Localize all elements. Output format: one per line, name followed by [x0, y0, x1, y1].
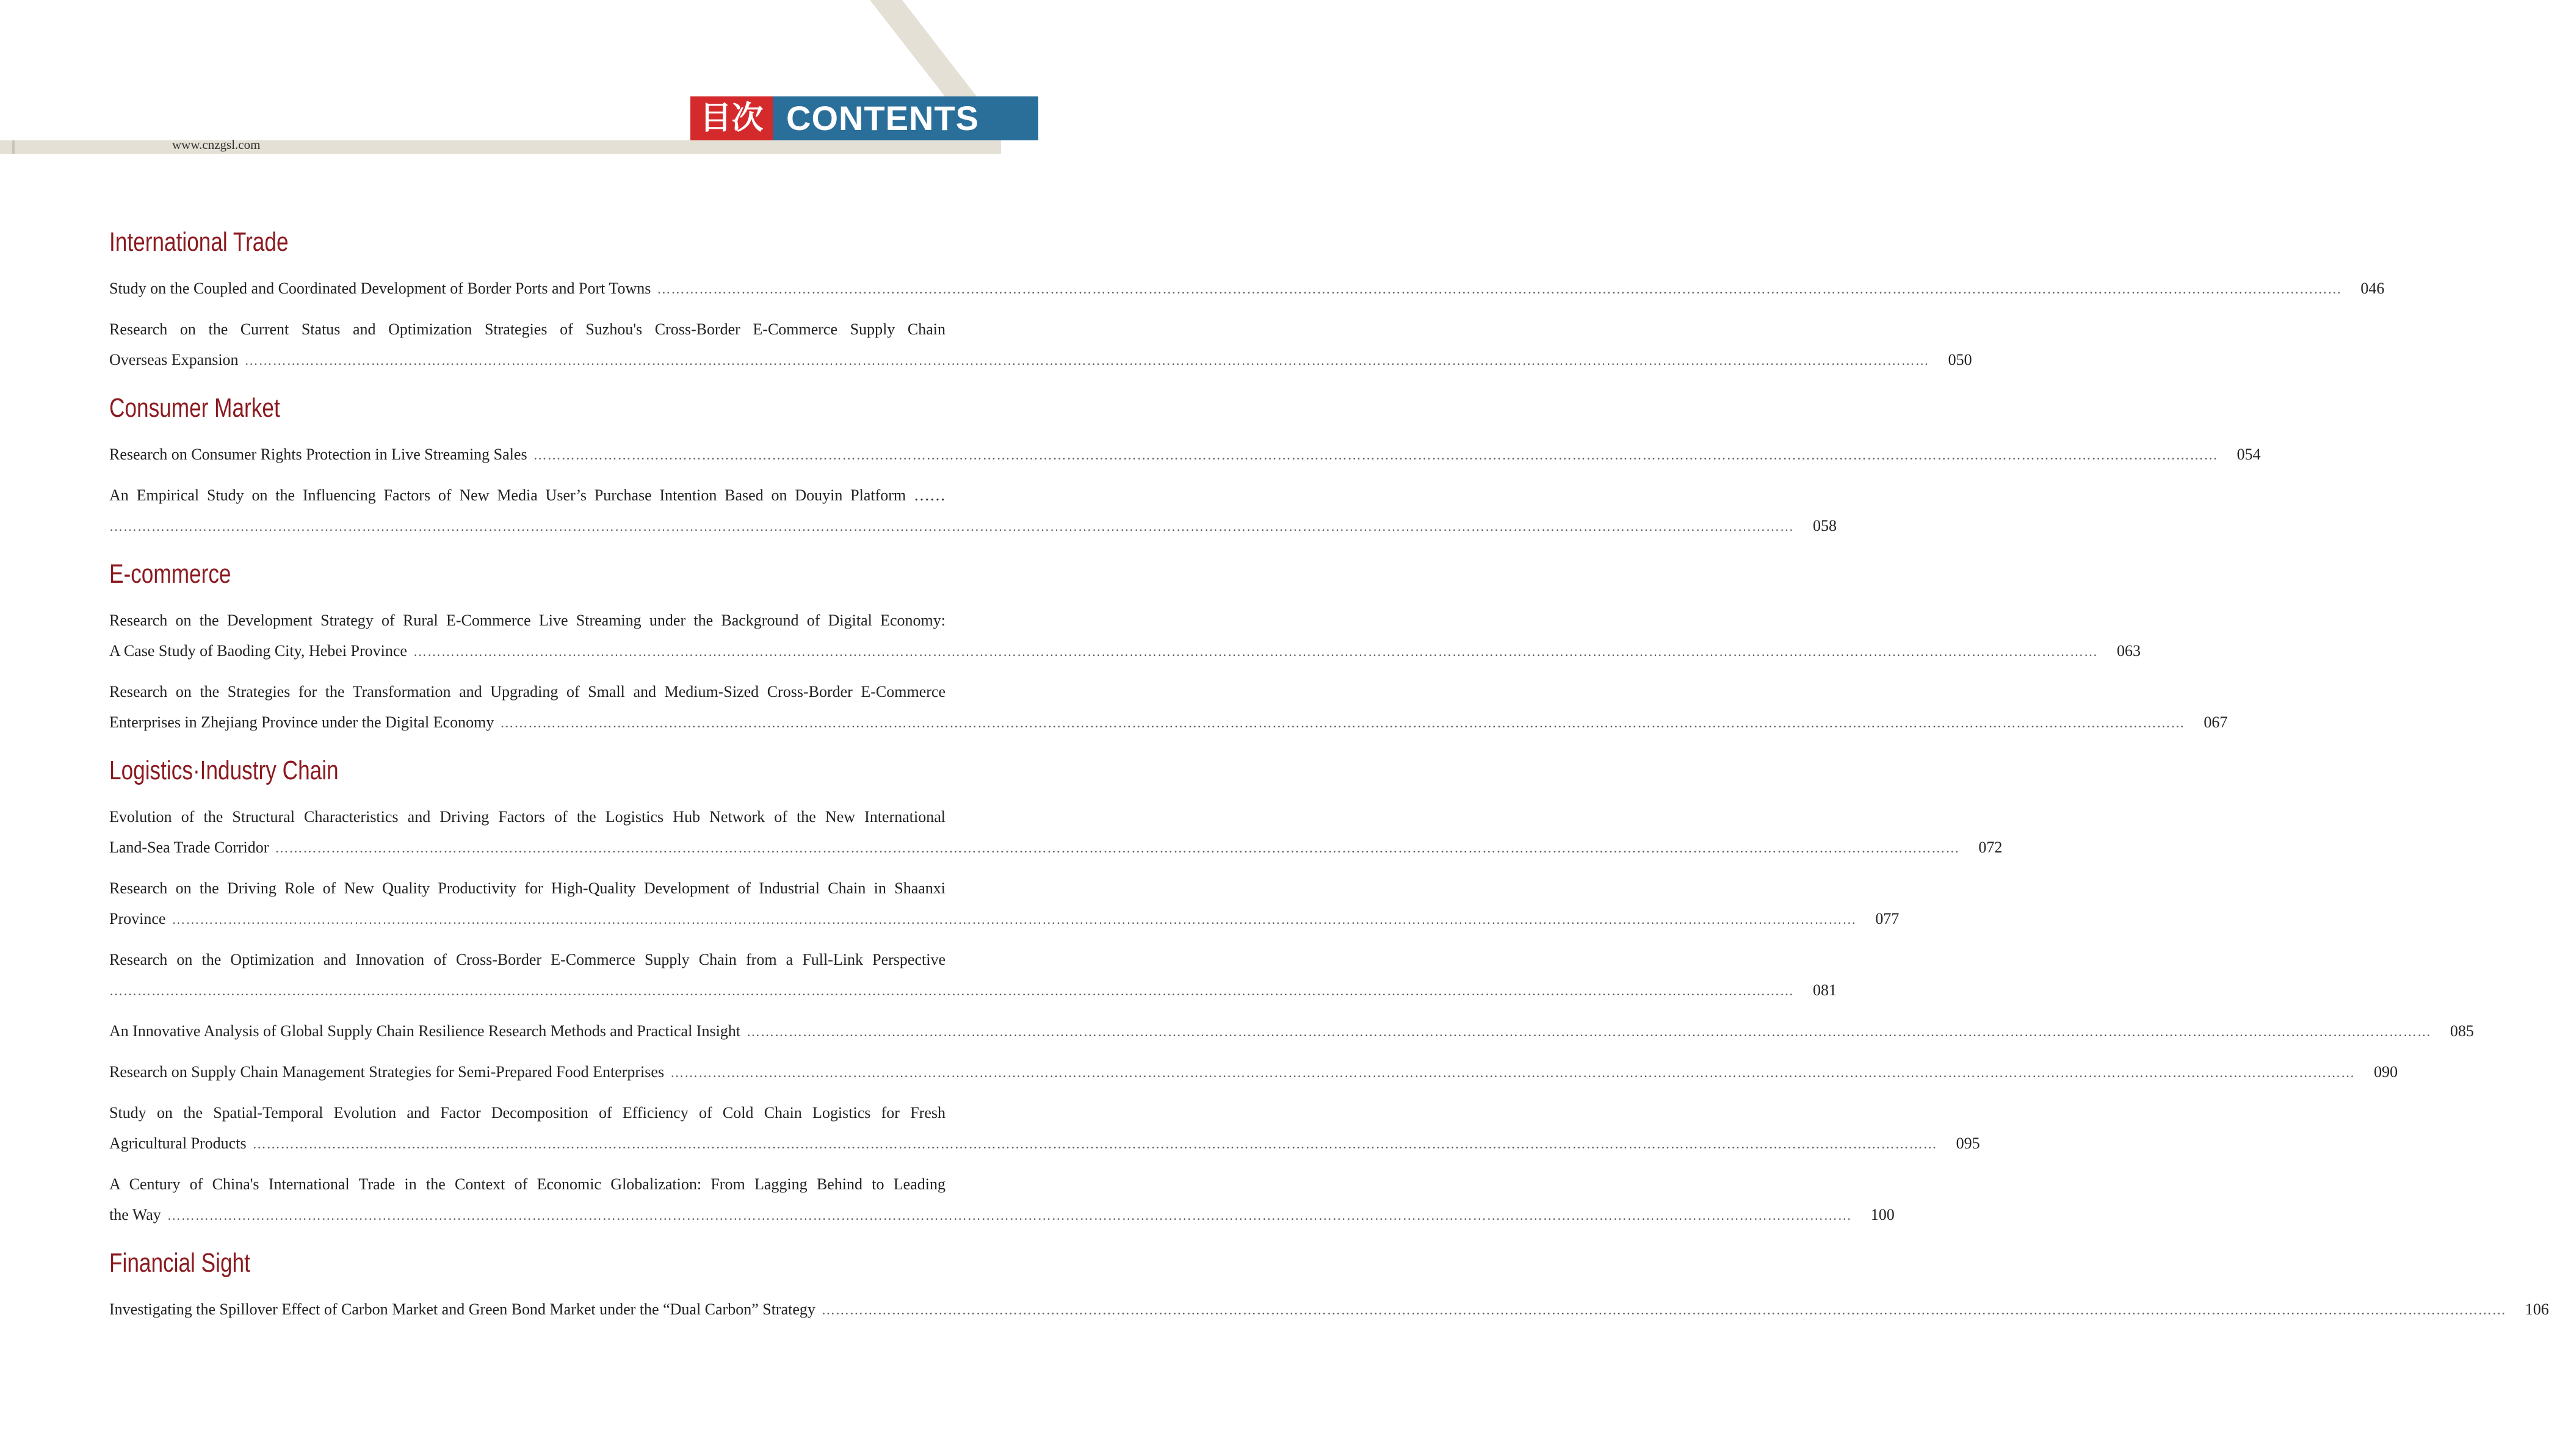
toc-entry[interactable] [109, 439, 2261, 470]
toc-entry[interactable] [109, 1016, 2475, 1047]
entry-title: A Case Study of Baoding City, Hebei Province [109, 642, 407, 660]
header-bar [0, 140, 1001, 154]
dot-leader: ……………………………………………………………………………………………………………………………………………………………………………………………………………………………………………………………………………………………………………………………… [109, 983, 1794, 998]
page-number: 058 [1813, 517, 1837, 535]
entry-title-line: An Empirical Study on the Influencing Factors of New Media User’s Purchase Intention Based on Douyin Platform …… [109, 486, 945, 504]
entry-title: Research on Consumer Rights Protection in Live Streaming Sales [109, 445, 527, 463]
table-of-contents [109, 220, 2549, 1335]
toc-entry[interactable] [109, 945, 1837, 1006]
page-number: 050 [1948, 351, 1972, 369]
page-number: 077 [1875, 910, 1900, 928]
dot-leader: ……………………………………………………………………………………………………………………………………………………………………………………………………………………………………………………………………………………………………………………………… [747, 1024, 2432, 1039]
dot-leader: ……………………………………………………………………………………………………………………………………………………………………………………………………………………………………………………………………………………………………………………………… [657, 281, 2342, 297]
page-number: 095 [1956, 1134, 1980, 1152]
toc-entry[interactable] [109, 873, 1900, 935]
dot-leader: ……………………………………………………………………………………………………………………………………………………………………………………………………………………………………………………………………………………………………………………………… [109, 519, 1794, 534]
entry-title: An Innovative Analysis of Global Supply Chain Resilience Research Methods and Practical Insight [109, 1022, 741, 1040]
dot-leader: ……………………………………………………………………………………………………………………………………………………………………………………………………………………………………………………………………………………………………………………………… [172, 912, 1857, 927]
page-number: 085 [2450, 1022, 2475, 1040]
toc-entry[interactable] [109, 1294, 2549, 1325]
toc-entry[interactable] [109, 605, 2141, 667]
dot-leader: ……………………………………………………………………………………………………………………………………………………………………………………………………………………………………………………………………………………………………………………………… [670, 1065, 2356, 1080]
toc-entry[interactable] [109, 273, 2385, 305]
page-number: 072 [1978, 838, 2003, 856]
dot-leader: ……………………………………………………………………………………………………………………………………………………………………………………………………………………………………………………………………………………………………………………………… [244, 353, 1929, 368]
section-title: Logistics·Industry Chain [109, 755, 339, 785]
page-number: 090 [2374, 1063, 2398, 1081]
entry-title-line: Research on the Driving Role of New Quality Productivity for High-Quality Development of Industrial Chain in Shaanxi [109, 879, 945, 897]
entry-title: Agricultural Products [109, 1134, 247, 1152]
site-url[interactable]: www.cnzgsl.com [172, 137, 261, 152]
page-number: 081 [1813, 981, 1837, 999]
toc-entry[interactable] [109, 677, 2228, 738]
toc-section [109, 1241, 2549, 1325]
section-title: Financial Sight [109, 1248, 250, 1278]
page-number: 046 [2360, 279, 2385, 297]
toc-entry[interactable] [109, 802, 2003, 863]
toc-entry[interactable] [109, 1098, 1980, 1159]
page-number: 100 [1870, 1206, 1895, 1224]
entry-title-line: Research on the Development Strategy of Rural E-Commerce Live Streaming under the Background of Digital Economy: [109, 611, 945, 629]
entry-title: Enterprises in Zhejiang Province under the Digital Economy [109, 713, 494, 731]
header-bar-tick [12, 140, 15, 154]
entry-title-line: Study on the Spatial-Temporal Evolution and Factor Decomposition of Efficiency of Cold Chain Logistics for Fresh [109, 1104, 945, 1122]
diagonal-stripe [870, 0, 977, 96]
entry-title: Research on Supply Chain Management Strategies for Semi-Prepared Food Enterprises [109, 1063, 665, 1081]
toc-entry[interactable] [109, 1057, 2398, 1088]
dot-leader: ……………………………………………………………………………………………………………………………………………………………………………………………………………………………………………………………………………………………………………………………… [533, 447, 2218, 463]
page-number: 106 [2525, 1300, 2549, 1318]
dot-leader: ……………………………………………………………………………………………………………………………………………………………………………………………………………………………………………………………………………………………………………………………… [252, 1136, 1937, 1151]
toc-section [109, 748, 2475, 1231]
dot-leader: ……………………………………………………………………………………………………………………………………………………………………………………………………………………………………………………………………………………………………………………………… [821, 1302, 2506, 1317]
entry-title: Province [109, 910, 166, 928]
dot-leader: ……………………………………………………………………………………………………………………………………………………………………………………………………………………………………………………………………………………………………………………………… [275, 840, 1960, 856]
entry-title: Investigating the Spillover Effect of Carbon Market and Green Bond Market under the “Dual Carbon” Strategy [109, 1300, 815, 1318]
entry-title: the Way [109, 1206, 161, 1224]
entry-title-line: Research on the Optimization and Innovation of Cross-Border E-Commerce Supply Chain from a Full-Link Perspective [109, 951, 945, 968]
entry-title: Land-Sea Trade Corridor [109, 838, 269, 856]
toc-entry[interactable] [109, 314, 1972, 376]
entry-title-line: Research on the Strategies for the Transformation and Upgrading of Small and Medium-Sized Cross-Border E-Commerce [109, 683, 945, 701]
toc-entry[interactable] [109, 480, 1837, 542]
page-number: 063 [2116, 642, 2141, 660]
contents-label-en: CONTENTS [773, 96, 1038, 140]
section-title: International Trade [109, 227, 289, 257]
entry-title: Overseas Expansion [109, 351, 239, 369]
section-title: E-commerce [109, 559, 231, 589]
entry-title-line: Research on the Current Status and Optimization Strategies of Suzhou's Cross-Border E-Commerce Supply Chain [109, 320, 945, 338]
section-title: Consumer Market [109, 393, 280, 423]
toc-entry[interactable] [109, 1169, 1895, 1231]
toc-section [109, 552, 2228, 738]
toc-section [109, 220, 2385, 376]
dot-leader: ……………………………………………………………………………………………………………………………………………………………………………………………………………………………………………………………………………………………………………………………… [167, 1208, 1852, 1223]
contents-label-cn: 目次 [690, 96, 773, 140]
dot-leader: ……………………………………………………………………………………………………………………………………………………………………………………………………………………………………………………………………………………………………………………………… [500, 715, 2185, 730]
entry-title-line: Evolution of the Structural Characteristics and Driving Factors of the Logistics Hub Network of the New International [109, 808, 945, 826]
dot-leader: ……………………………………………………………………………………………………………………………………………………………………………………………………………………………………………………………………………………………………………………………… [413, 644, 2098, 659]
entry-title-line: A Century of China's International Trade in the Context of Economic Globalization: From Lagging Behind to Leading [109, 1175, 945, 1193]
toc-section [109, 386, 2261, 542]
entry-title: Study on the Coupled and Coordinated Development of Border Ports and Port Towns [109, 279, 651, 297]
page-number: 067 [2204, 713, 2228, 731]
page-number: 054 [2236, 445, 2261, 463]
